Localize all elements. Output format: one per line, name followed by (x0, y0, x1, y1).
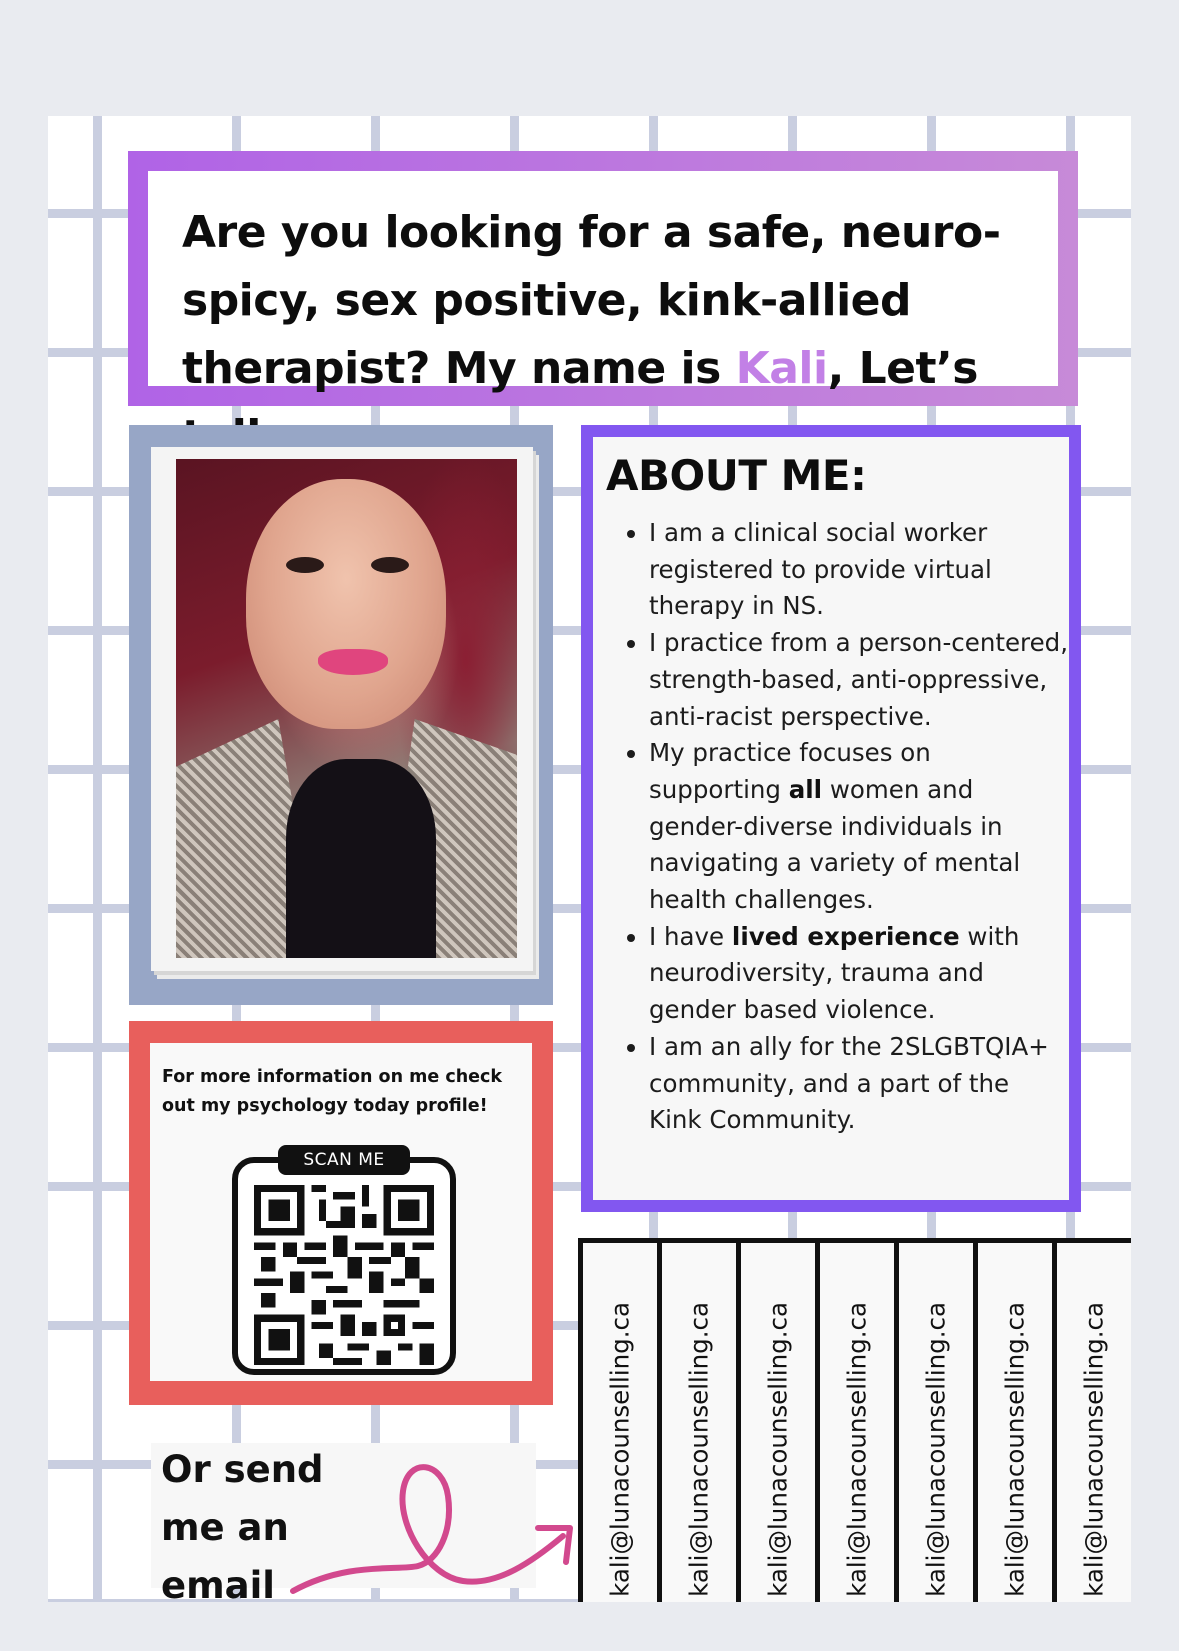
tear-off-tab[interactable] (1052, 1243, 1131, 1602)
tab-email: kali@lunacounselling.ca (842, 1302, 872, 1597)
photo-card (151, 447, 533, 971)
tear-off-tab[interactable] (657, 1243, 736, 1602)
headline-text-before: Are you looking for a safe, neuro-spicy, sex positive, kink-allied therapist? My name is (182, 207, 1001, 394)
qr-code-icon[interactable] (252, 1185, 436, 1365)
portrait-photo (176, 459, 517, 958)
tear-off-tab[interactable] (578, 1243, 657, 1602)
about-list (623, 515, 1069, 1139)
tab-email: kali@lunacounselling.ca (1000, 1302, 1030, 1597)
tab-email: kali@lunacounselling.ca (1079, 1302, 1109, 1597)
tear-off-tab[interactable] (894, 1243, 973, 1602)
tear-off-tabs (578, 1238, 1131, 1602)
about-item: • I have lived experience with neurodiversity, trauma and gender based violence. (649, 919, 1069, 1029)
about-item: • My practice focuses on supporting all women and gender-diverse individuals in navigating a variety of mental health challenges. (649, 735, 1069, 919)
photo-lips (318, 649, 388, 675)
about-item: • I practice from a person-centered, strength-based, anti-oppressive, anti-racist perspective. (649, 625, 1069, 735)
about-item: • I am an ally for the 2SLGBTQIA+ community, and a part of the Kink Community. (649, 1029, 1069, 1139)
curly-arrow-icon (288, 1416, 608, 1602)
about-me-box (581, 425, 1081, 1212)
photo-frame (129, 425, 553, 1005)
flyer-sheet (48, 116, 1131, 1602)
about-title: ABOUT ME: (606, 451, 867, 500)
tab-email: kali@lunacounselling.ca (763, 1302, 793, 1597)
headline-text-after: , Let’s (827, 343, 978, 394)
headline-inner (148, 171, 1058, 394)
photo-top (286, 759, 436, 958)
tear-off-tab[interactable] (973, 1243, 1052, 1602)
headline-name: Kali (735, 343, 828, 394)
tear-off-tab[interactable] (815, 1243, 894, 1602)
qr-info-text: For more information on me check out my psychology today profile! (162, 1067, 503, 1116)
qr-panel (150, 1043, 532, 1381)
scan-me-label: SCAN ME (278, 1145, 410, 1175)
qr-code-frame[interactable] (232, 1150, 456, 1375)
headline-box (128, 151, 1078, 406)
qr-frame (129, 1021, 553, 1405)
tab-email: kali@lunacounselling.ca (921, 1302, 951, 1597)
tab-email: kali@lunacounselling.ca (684, 1302, 714, 1597)
tab-email: kali@lunacounselling.ca (605, 1302, 635, 1597)
tear-off-tab[interactable] (736, 1243, 815, 1602)
photo-eye-left (286, 557, 324, 573)
about-item: • I am a clinical social worker registered to provide virtual therapy in NS. (649, 515, 1069, 625)
email-prompt-text: Or send me an email (161, 1448, 324, 1602)
photo-face (246, 479, 446, 729)
photo-eye-right (371, 557, 409, 573)
